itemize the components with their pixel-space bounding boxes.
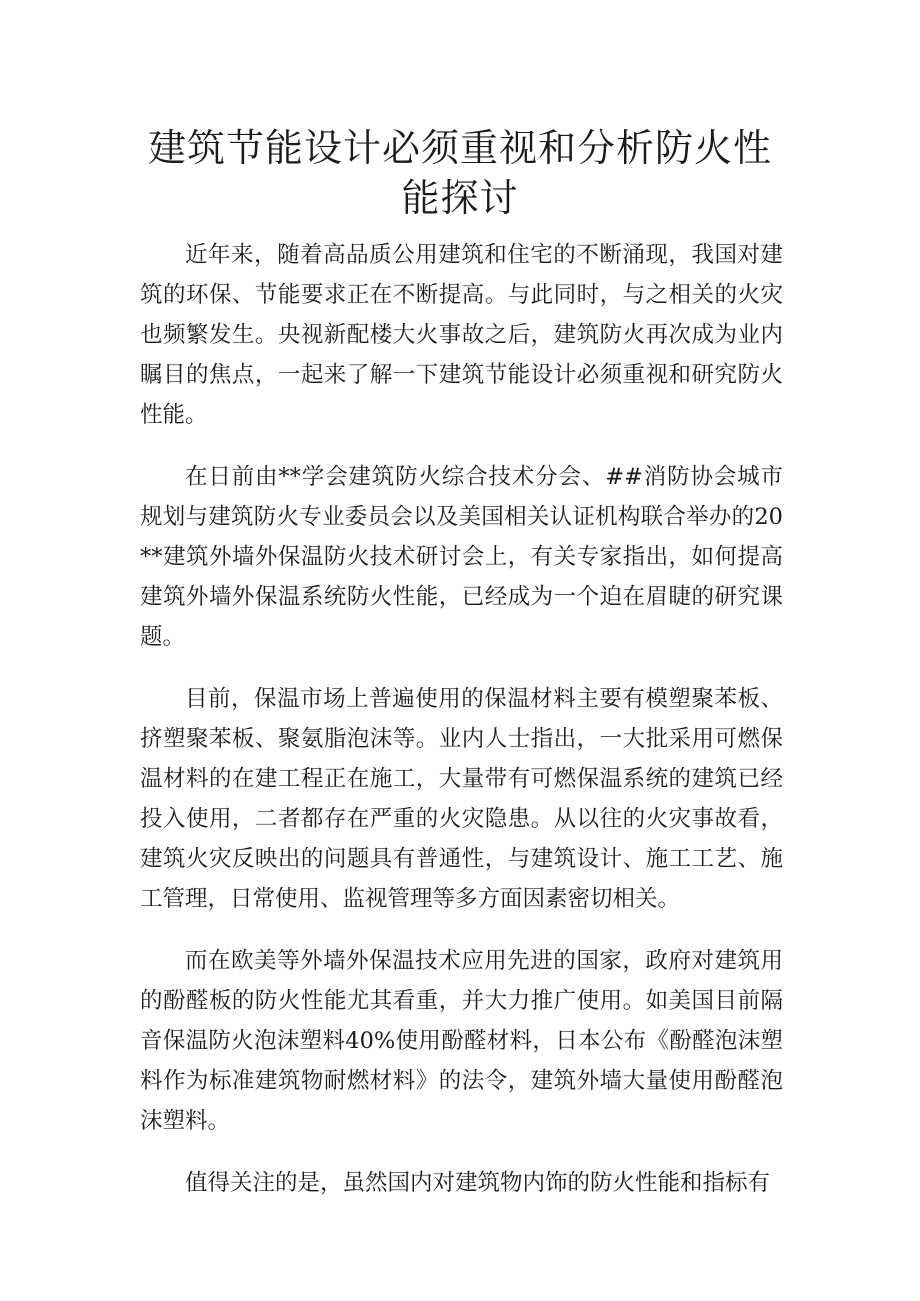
paragraph-3: 目前，保温市场上普遍使用的保温材料主要有模塑聚苯板、挤塑聚苯板、聚氨脂泡沫等。业内人士指出，一大批采用可燃保温材料的在建工程正在施工，大量带有可燃保温系统的建筑已经投入使用，二者都存在严重的火灾隐患。从以往的火灾事故看，建筑火灾反映出的问题具有普通性，与建筑设计、施工工艺、施工管理，日常使用、监视管理等多方面因素密切相关。 (140, 686, 783, 912)
document-body (140, 235, 783, 1225)
paragraph-5: 值得关注的是，虽然国内对建筑物内饰的防火性能和指标有 (185, 1170, 771, 1196)
paragraph-1: 近年来，随着高品质公用建筑和住宅的不断涌现，我国对建筑的环保、节能要求正在不断提高。与此同时，与之相关的火灾也频繁发生。央视新配楼大火事故之后，建筑防火再次成为业内瞩目的焦点，一起来了解一下建筑节能设计必须重视和研究防火性能。 (140, 242, 783, 428)
paragraph-2: 在日前由**学会建筑防火综合技术分会、##消防协会城市规划与建筑防火专业委员会以及美国相关认证机构联合举办的20**建筑外墙外保温防火技术研讨会上，有关专家指出，如何提高建筑外墙外保温系统防火性能，已经成为一个迫在眉睫的研究课题。 (140, 464, 783, 650)
paragraph-4: 而在欧美等外墙外保温技术应用先进的国家，政府对建筑用的酚醛板的防火性能尤其看重，并大力推广使用。如美国目前隔音保温防火泡沫塑料40%使用酚醛材料，日本公布《酚醛泡沫塑料作为标准建筑物耐燃材料》的法令，建筑外墙大量使用酚醛泡沫塑料。 (140, 948, 783, 1134)
document-title: 建筑节能设计必须重视和分析防火性能探讨 (147, 126, 772, 220)
